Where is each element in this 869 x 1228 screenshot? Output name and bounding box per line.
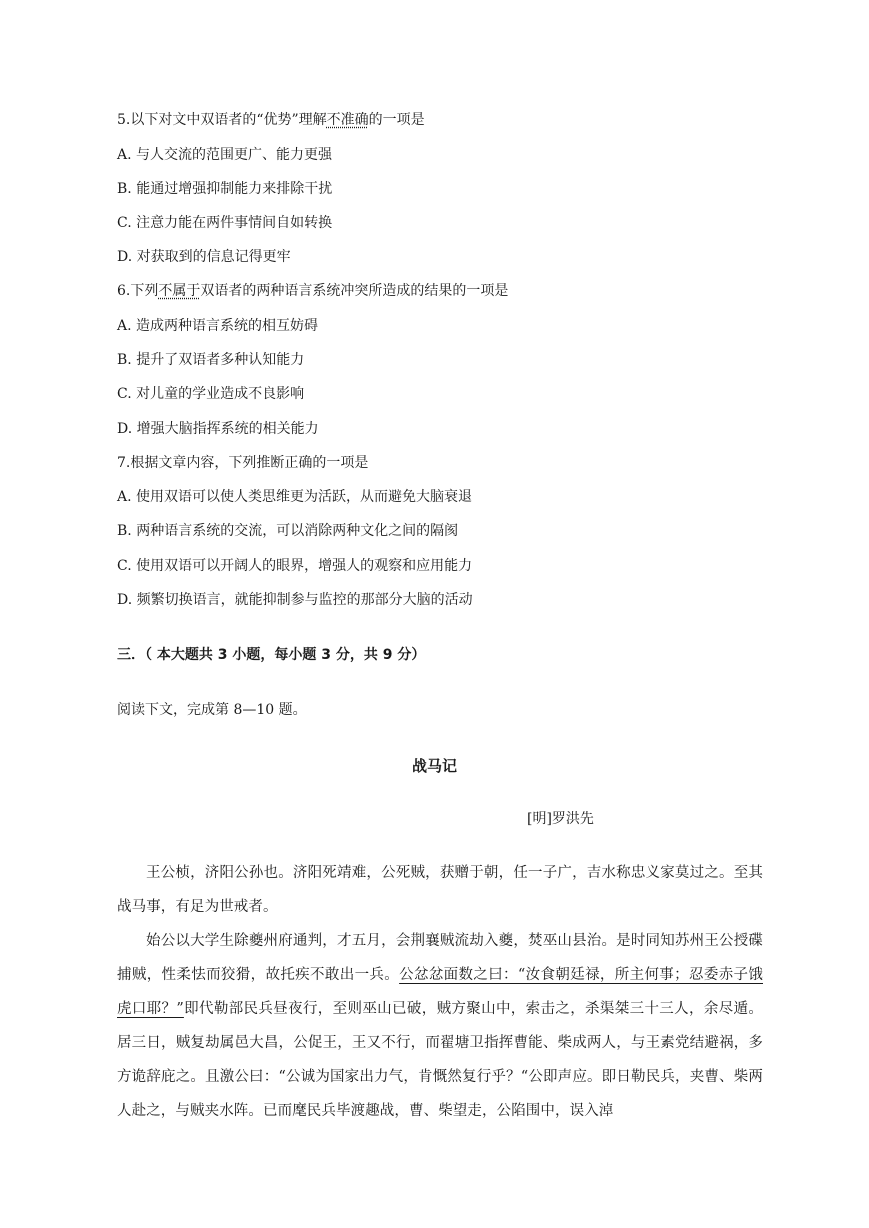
section-instruction: 阅读下文，完成第 8—10 题。 <box>117 702 307 718</box>
question-7-option-a: A. 使用双语可以使人类思维更为活跃，从而避免大脑衰退 <box>117 489 473 505</box>
question-6-option-c: C. 对儿童的学业造成不良影响 <box>117 386 305 402</box>
question-5-option-a: A. 与人交流的范围更广、能力更强 <box>117 147 333 163</box>
underlined-sentence: 公忿忿面数之曰：“汝食朝廷禄，所主何事；忍委赤子饿虎口耶？” <box>117 967 763 1017</box>
question-5-option-c: C. 注意力能在两件事情间自如转换 <box>117 215 333 231</box>
passage-paragraph-2: 始公以大学生除夔州府通判，才五月，会荆襄贼流劫入夔，焚巫山县治。是时同知苏州王公授碟捕贼，性柔怯而狡猾，故托疾不敢出一兵。公忿忿面数之曰：“汝食朝廷禄，所主何事；忍委赤子饿虎口耶？”即代勒部民兵昼夜行，至则巫山已破，贼方聚山中，索击之，杀渠桀三十三人，余尽遁。居三日，贼复劫属邑大昌，公促王，王又不行，而翟塘卫指挥曹能、柴成两人，与王素党结避祸，多方诡辞庇之。且激公曰：“公诚为国家出力气，肯慨然复行乎？“公即声应。即日勒民兵，夹曹、柴两人赴之，与贼夹水阵。已而麾民兵毕渡趣战，曹、柴望走，公陷围中，误入淖 <box>117 933 763 1119</box>
passage-title: 战马记 <box>411 757 457 775</box>
passage-paragraph-1: 王公桢，济阳公孙也。济阳死靖难，公死贼，获赠于朝，任一子广，吉水称忠义家莫过之。至其战马事，有足为世戒者。 <box>117 865 763 915</box>
question-5-stem: 5.以下对文中双语者的“优势”理解不准确的一项是 <box>117 112 425 128</box>
question-7-option-c: C. 使用双语可以开阔人的眼界，增强人的观察和应用能力 <box>117 558 473 574</box>
question-7-stem: 7.根据文章内容，下列推断正确的一项是 <box>117 455 369 471</box>
section-heading: 三．（ 本大题共 3 小题，每小题 3 分，共 9 分） <box>117 647 426 663</box>
question-6-option-b: B. 提升了双语者多种认知能力 <box>117 352 305 368</box>
question-5-option-d: D. 对获取到的信息记得更牢 <box>117 249 291 265</box>
question-6-option-a: A. 造成两种语言系统的相互妨碍 <box>117 318 319 334</box>
emphasis-dotted: 不准确 <box>326 112 369 128</box>
question-6-option-d: D. 增强大脑指挥系统的相关能力 <box>117 421 319 437</box>
passage-author: [明]罗洪先 <box>527 811 594 827</box>
question-7-option-d: D. 频繁切换语言，就能抑制参与监控的那部分大脑的活动 <box>117 592 473 608</box>
question-7-option-b: B. 两种语言系统的交流，可以消除两种文化之间的隔阂 <box>117 523 459 539</box>
question-6-stem: 6.下列不属于双语者的两种语言系统冲突所造成的结果的一项是 <box>117 283 509 299</box>
emphasis-dotted: 不属于 <box>158 283 201 299</box>
question-5-option-b: B. 能通过增强抑制能力来排除干扰 <box>117 181 333 197</box>
